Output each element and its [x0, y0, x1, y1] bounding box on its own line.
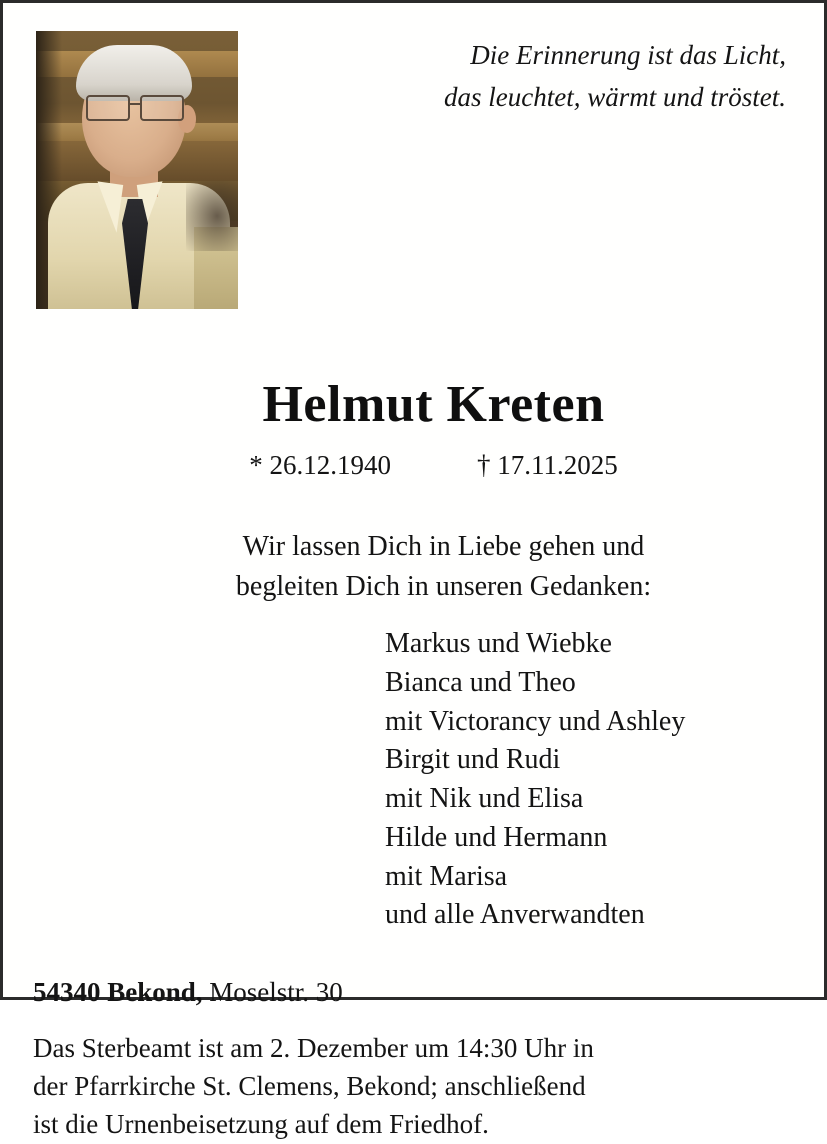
- service-line-1: Das Sterbeamt ist am 2. Dezember um 14:30 Uhr in: [33, 1033, 594, 1064]
- birth-date: * 26.12.1940: [249, 450, 391, 480]
- family-member: und alle Anverwandten: [385, 899, 645, 931]
- service-line-3: ist die Urnenbeisetzung auf dem Friedhof.: [33, 1108, 489, 1139]
- header-row: [33, 25, 794, 309]
- family-member: Markus und Wiebke: [385, 628, 612, 660]
- memorial-quote: [238, 25, 794, 119]
- photo-glasses-lens-left: [86, 95, 130, 121]
- address-street: Moselstr. 30: [202, 977, 343, 1008]
- quote-line-2: das leuchtet, wärmt und tröstet.: [444, 81, 786, 112]
- death-date: † 17.11.2025: [477, 450, 618, 480]
- farewell-text: [93, 527, 794, 607]
- address-line: [33, 977, 794, 1008]
- photo-glasses: [86, 95, 184, 119]
- life-dates: [73, 450, 794, 481]
- family-member: mit Victorancy und Ashley: [385, 705, 686, 737]
- farewell-line-2: begleiten Dich in unseren Gedanken:: [235, 571, 652, 603]
- farewell-line-1: Wir lassen Dich in Liebe gehen und: [242, 531, 645, 562]
- quote-line-1: Die Erinnerung ist das Licht,: [470, 40, 786, 70]
- address-city: 54340 Bekond,: [33, 977, 203, 1008]
- family-list: [33, 625, 794, 935]
- deceased-name: Helmut Kreten: [262, 376, 605, 433]
- portrait-photo: [36, 31, 238, 309]
- family-member: Birgit und Rudi: [385, 744, 561, 776]
- family-member: mit Marisa: [385, 860, 508, 892]
- family-member: Bianca und Theo: [385, 666, 576, 698]
- photo-blur: [186, 181, 238, 251]
- photo-glasses-lens-right: [140, 95, 184, 121]
- service-details: [33, 1030, 794, 1143]
- photo-hair: [76, 45, 192, 101]
- service-line-2: der Pfarrkirche St. Clemens, Bekond; anschließend: [33, 1070, 586, 1101]
- family-member: mit Nik und Elisa: [385, 783, 584, 815]
- family-member: Hilde und Hermann: [385, 821, 608, 853]
